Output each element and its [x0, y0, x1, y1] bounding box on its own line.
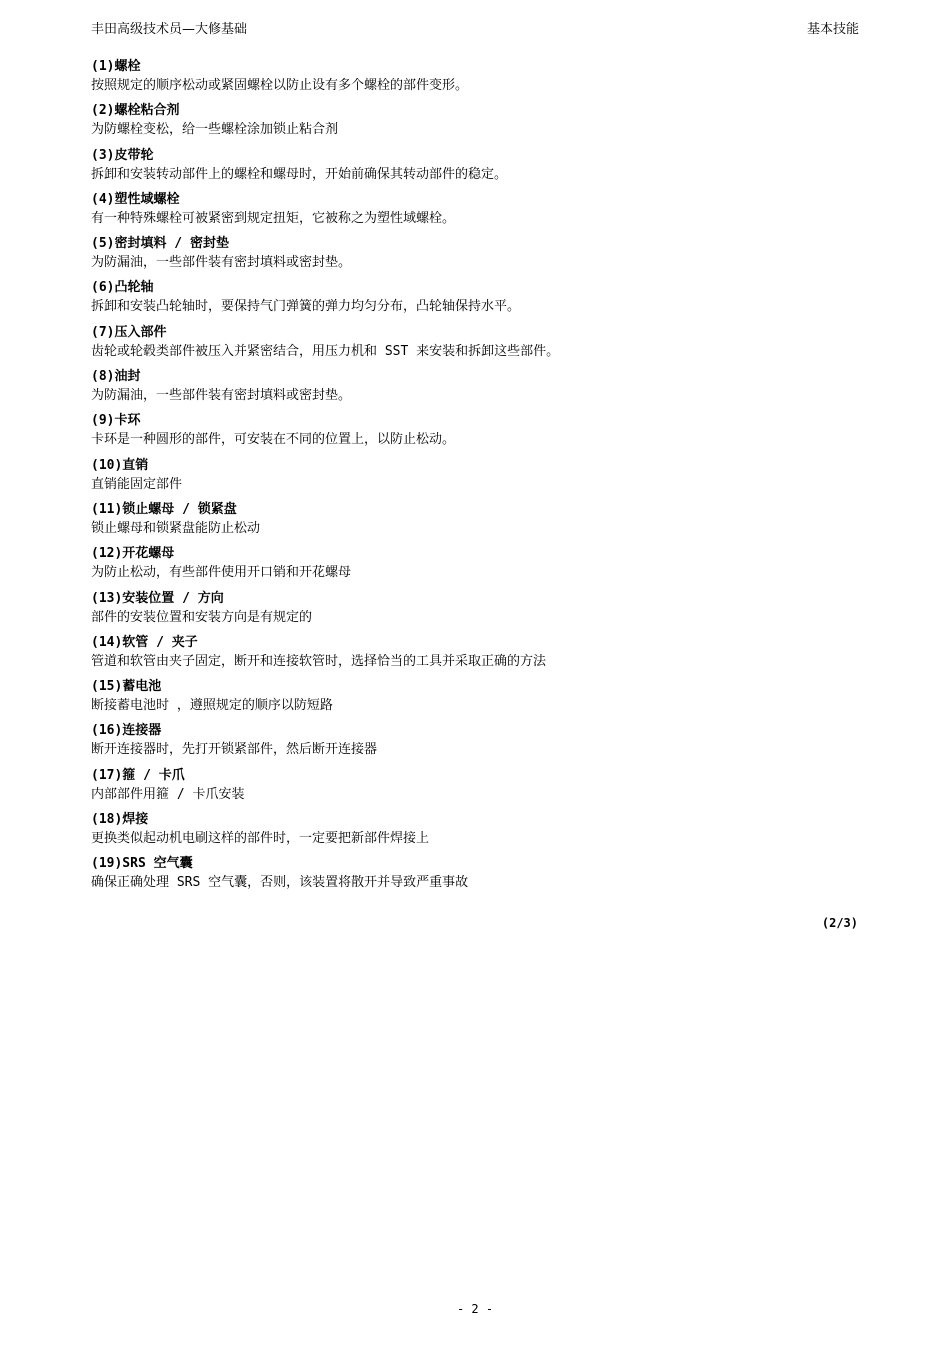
page-header	[91, 20, 859, 40]
item-description: 拆卸和安装转动部件上的螺栓和螺母时，开始前确保其转动部件的稳定。	[91, 166, 508, 182]
item-title: (15)蓄电池	[91, 679, 162, 695]
item-title: (18)焊接	[91, 812, 149, 828]
item-description: 部件的安装位置和安装方向是有规定的	[91, 609, 313, 625]
list-item	[91, 855, 861, 892]
list-item	[91, 58, 861, 95]
list-item	[91, 501, 861, 538]
page-fraction: (2/3)	[821, 916, 858, 930]
item-description: 断开连接器时，先打开锁紧部件，然后断开连接器	[91, 742, 378, 758]
list-item	[91, 457, 861, 494]
item-title: (2)螺栓粘合剂	[91, 103, 180, 119]
item-title: (10)直销	[91, 457, 149, 473]
item-description: 有一种特殊螺栓可被紧密到规定扭矩，它被称之为塑性域螺栓。	[91, 210, 456, 226]
page-number: - 2 -	[456, 1302, 494, 1316]
item-description: 拆卸和安装凸轮轴时，要保持气门弹簧的弹力均匀分布，凸轮轴保持水平。	[91, 299, 521, 315]
list-item	[91, 412, 861, 449]
list-item	[91, 811, 861, 848]
item-title: (5)密封填料 / 密封垫	[91, 236, 229, 252]
item-title: (13)安装位置 / 方向	[91, 590, 224, 606]
header-title: 丰田高级技术员—大修基础	[91, 22, 248, 37]
item-description: 为防漏油，一些部件装有密封填料或密封垫。	[91, 255, 352, 271]
item-title: (16)连接器	[91, 723, 162, 739]
item-title: (11)锁止螺母 / 锁紧盘	[91, 501, 237, 517]
item-title: (14)软管 / 夹子	[91, 634, 198, 650]
document-body	[91, 58, 861, 900]
list-item	[91, 722, 861, 759]
item-description: 齿轮或轮毂类部件被压入并紧密结合，用压力机和 SST 来安装和拆卸这些部件。	[91, 343, 560, 359]
item-description: 卡环是一种圆形的部件，可安装在不同的位置上，以防止松动。	[91, 432, 456, 448]
item-title: (8)油封	[91, 369, 141, 385]
list-item	[91, 767, 861, 804]
item-title: (12)开花螺母	[91, 546, 175, 562]
item-title: (1)螺栓	[91, 59, 141, 74]
list-item	[91, 678, 861, 715]
list-item	[91, 147, 861, 184]
list-item	[91, 590, 861, 627]
list-item	[91, 368, 861, 405]
list-item	[91, 279, 861, 316]
item-description: 直销能固定部件	[91, 476, 183, 492]
item-title: (9)卡环	[91, 413, 141, 429]
item-title: (6)凸轮轴	[91, 280, 154, 296]
item-description: 内部部件用箍 / 卡爪安装	[91, 786, 245, 802]
item-description: 确保正确处理 SRS 空气囊，否则，该装置将散开并导致严重事故	[91, 875, 469, 891]
item-description: 为防螺栓变松，给一些螺栓涂加锁止粘合剂	[91, 122, 339, 138]
list-item	[91, 324, 861, 361]
item-title: (4)塑性域螺栓	[91, 191, 180, 207]
item-description: 管道和软管由夹子固定，断开和连接软管时，选择恰当的工具并采取正确的方法	[91, 653, 547, 669]
item-title: (3)皮带轮	[91, 147, 154, 163]
item-description: 为防漏油，一些部件装有密封填料或密封垫。	[91, 388, 352, 404]
item-title: (7)压入部件	[91, 324, 167, 340]
list-item	[91, 634, 861, 671]
item-description: 锁止螺母和锁紧盘能防止松动	[91, 520, 261, 536]
item-description: 断接蓄电池时 ，遵照规定的顺序以防短路	[91, 698, 333, 714]
list-item	[91, 235, 861, 272]
list-item	[91, 102, 861, 139]
header-section: 基本技能	[806, 22, 859, 37]
item-title: (17)箍 / 卡爪	[91, 767, 185, 783]
list-item	[91, 545, 861, 582]
item-title: (19)SRS 空气囊	[91, 856, 193, 872]
item-description: 为防止松动，有些部件使用开口销和开花螺母	[91, 565, 352, 581]
list-item	[91, 191, 861, 228]
item-description: 按照规定的顺序松动或紧固螺栓以防止设有多个螺栓的部件变形。	[91, 78, 469, 93]
item-description: 更换类似起动机电刷这样的部件时，一定要把新部件焊接上	[91, 831, 430, 847]
